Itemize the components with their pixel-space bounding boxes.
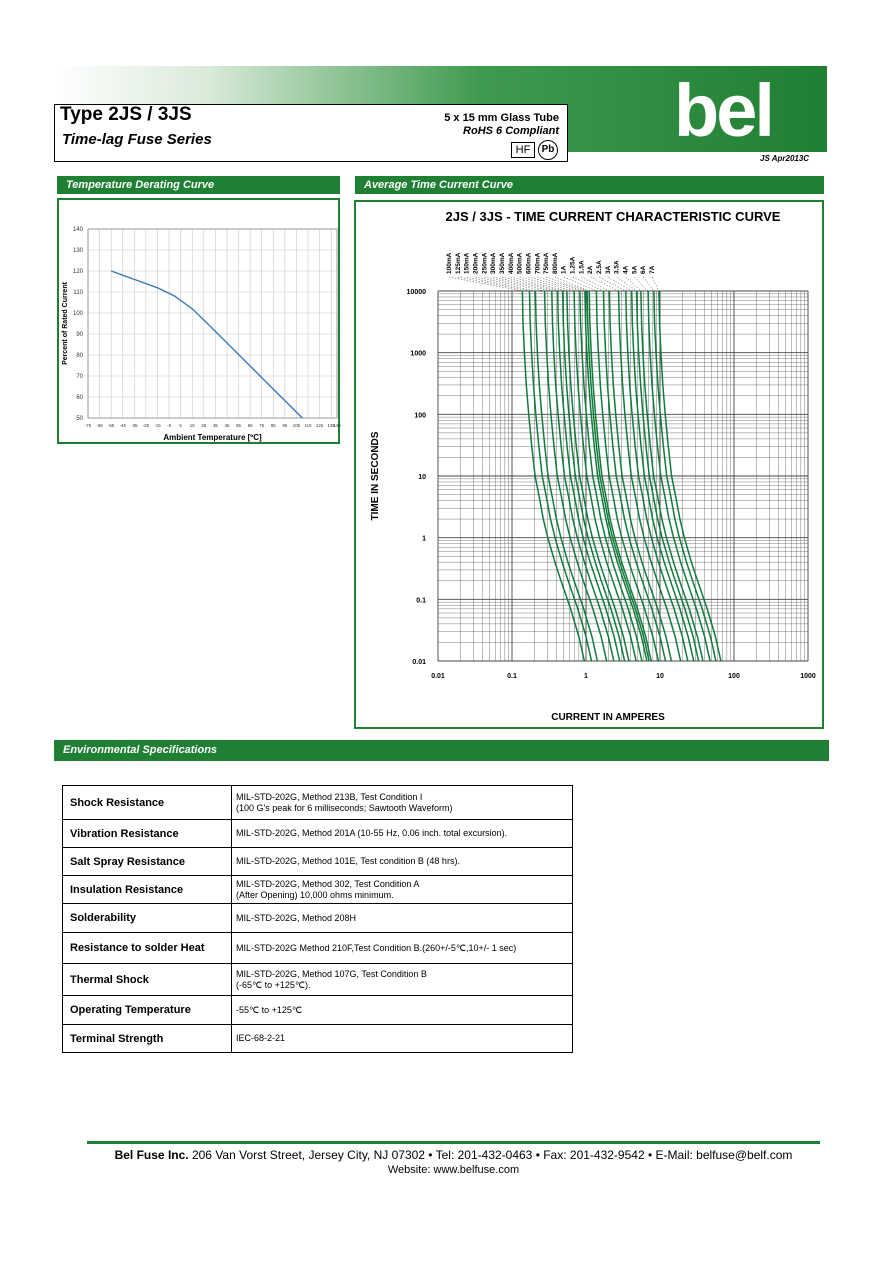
x-tick-label: 35 — [212, 423, 218, 428]
y-tick-label: 10000 — [406, 289, 426, 296]
logo-text: bel — [674, 69, 772, 152]
tube-spec: 5 x 15 mm Glass Tube — [444, 112, 559, 124]
y-tick-label: 130 — [72, 248, 83, 254]
rating-label: 5A — [631, 265, 639, 274]
y-tick-label: 1000 — [410, 350, 426, 358]
rating-leader-line — [581, 277, 609, 291]
rating-label: 150mA — [463, 252, 471, 274]
spec-value: MIL-STD-202G, Method 208H — [232, 904, 573, 933]
spec-value: -55℃ to +125℃ — [232, 996, 573, 1025]
rating-label: 250mA — [481, 252, 489, 274]
rating-leader-line — [573, 277, 604, 291]
derating-curve — [111, 271, 302, 418]
temp-derating-chart — [59, 200, 341, 442]
rating-label: 350mA — [498, 252, 506, 274]
rating-label: 600mA — [525, 252, 533, 274]
rating-label: 1A — [560, 265, 568, 274]
y-axis-label: TIME IN SECONDS — [370, 431, 381, 521]
x-tick-label: -55 — [107, 423, 115, 428]
x-tick-label: 65 — [247, 423, 253, 428]
x-tick-label: -5 — [167, 423, 172, 428]
y-tick-label: 140 — [72, 227, 83, 233]
y-tick-label: 10 — [418, 474, 426, 481]
rating-leader-line — [493, 277, 558, 291]
rating-leader-line — [652, 277, 659, 291]
rating-label: 200mA — [472, 252, 480, 274]
rating-label: 1.25A — [569, 256, 577, 274]
rating-leader-line — [564, 277, 597, 291]
x-tick-label: -75 — [84, 423, 92, 428]
time-current-chart-frame — [354, 200, 824, 729]
x-tick-label: 135 — [327, 423, 335, 428]
x-tick-label: -25 — [142, 423, 150, 428]
rating-leader-line — [599, 277, 626, 291]
page-subtitle: Time-lag Fuse Series — [62, 131, 212, 148]
y-tick-label: 50 — [76, 416, 83, 422]
y-tick-label: 120 — [72, 269, 83, 275]
rating-label: 750mA — [543, 252, 551, 274]
environmental-specs-table — [62, 785, 573, 1053]
y-tick-label: 1 — [422, 535, 426, 543]
section-header-time-current: Average Time Current Curve — [355, 176, 824, 194]
y-tick-label: 60 — [76, 395, 83, 401]
spec-name: Thermal Shock — [63, 964, 232, 996]
y-tick-label: 100 — [414, 412, 426, 420]
rating-label: 6A — [640, 265, 648, 274]
spec-name: Solderability — [63, 904, 232, 933]
lead-free-badge: Pb — [538, 140, 558, 160]
x-tick-label: 95 — [282, 423, 288, 428]
x-tick-label: 0.01 — [431, 673, 445, 680]
spec-row — [63, 1025, 573, 1053]
time-current-chart — [356, 202, 822, 727]
spec-value: IEC-68-2-21 — [232, 1025, 573, 1053]
x-tick-label: -65 — [96, 423, 103, 428]
rating-leader-line — [634, 277, 648, 291]
spec-value: MIL-STD-202G, Method 213B, Test Condition I (100 G's peak for 6 milliseconds; Sawtooth Waveform) — [232, 786, 573, 820]
x-tick-label: 55 — [236, 423, 242, 428]
spec-row — [63, 904, 573, 933]
footer-company: Bel Fuse Inc. — [114, 1148, 189, 1162]
chart-title: 2JS / 3JS - TIME CURRENT CHARACTERISTIC CURVE — [445, 209, 781, 224]
footer-divider — [87, 1141, 820, 1144]
y-tick-label: 90 — [76, 332, 83, 338]
spec-value: MIL-STD-202G, Method 101E, Test condition B (48 hrs). — [232, 848, 573, 876]
x-tick-label: 10 — [656, 673, 664, 680]
spec-row — [63, 820, 573, 848]
rating-leader-line — [520, 277, 574, 291]
rating-leader-line — [475, 277, 544, 291]
x-tick-label: -15 — [154, 423, 161, 428]
page-title: Type 2JS / 3JS — [60, 104, 192, 125]
spec-name: Operating Temperature — [63, 996, 232, 1025]
x-tick-label: 45 — [224, 423, 230, 428]
footer-address: 206 Van Vorst Street, Jersey City, NJ 07302 • Tel: 201-432-0463 • Fax: 201-432-9542 • E-Mail: belfuse@belf.com — [188, 1148, 793, 1162]
y-tick-label: 100 — [72, 311, 83, 317]
x-axis-label: CURRENT IN AMPERES — [551, 712, 665, 723]
x-tick-label: 1 — [584, 673, 588, 680]
x-tick-label: 105 — [292, 423, 301, 428]
rating-leader-line — [643, 277, 654, 291]
spec-row — [63, 964, 573, 996]
spec-row — [63, 996, 573, 1025]
rating-label: 800mA — [551, 252, 559, 274]
x-tick-label: -35 — [131, 423, 138, 428]
x-tick-label: 0.1 — [507, 673, 517, 680]
x-tick-label: 100 — [728, 673, 740, 680]
rating-leader-line — [511, 277, 567, 291]
bel-logo — [638, 69, 808, 152]
temp-derating-chart-frame — [57, 198, 340, 444]
y-tick-label: 70 — [76, 374, 83, 380]
spec-row — [63, 848, 573, 876]
spec-name: Vibration Resistance — [63, 820, 232, 848]
spec-name: Terminal Strength — [63, 1025, 232, 1053]
rating-label: 300mA — [490, 252, 498, 274]
rating-label: 3A — [604, 265, 612, 274]
rating-leader-line — [590, 277, 618, 291]
rating-leader-line — [467, 277, 536, 291]
spec-name: Salt Spray Resistance — [63, 848, 232, 876]
rating-label: 4A — [622, 265, 630, 274]
rohs-compliance: RoHS 6 Compliant — [463, 125, 559, 137]
x-tick-label: 1000 — [800, 673, 816, 680]
spec-row — [63, 786, 573, 820]
spec-name: Resistance to solder Heat — [63, 933, 232, 964]
rating-label: 2.5A — [596, 260, 604, 274]
spec-value: MIL-STD-202G, Method 201A (10-55 Hz, 0.06 inch. total excursion). — [232, 820, 573, 848]
plot-area — [88, 229, 337, 418]
rating-label: 1.5A — [578, 260, 586, 274]
footer-website: Website: www.belfuse.com — [387, 1164, 520, 1176]
halogen-free-badge: HF — [511, 142, 535, 158]
x-axis-label: Ambient Temperature [ºC] — [163, 433, 262, 442]
rating-leader-line — [537, 277, 585, 291]
rating-label: 3.5A — [613, 260, 621, 274]
y-tick-label: 80 — [76, 353, 83, 359]
rating-label: 125mA — [454, 252, 462, 274]
spec-row — [63, 933, 573, 964]
x-tick-label: 25 — [201, 423, 207, 428]
y-tick-label: 0.1 — [416, 597, 426, 605]
section-header-environmental: Environmental Specifications — [54, 740, 829, 761]
x-tick-label: 5 — [179, 423, 182, 428]
rating-label: 500mA — [516, 252, 524, 274]
y-axis-label: Percent of Rated Current — [62, 282, 69, 365]
y-tick-label: 0.01 — [412, 659, 426, 666]
x-tick-label: 140 — [333, 423, 341, 428]
spec-value: MIL-STD-202G Method 210F,Test Condition B.(260+/-5℃,10+/- 1 sec) — [232, 933, 573, 964]
rating-label: 100mA — [446, 252, 453, 274]
x-tick-label: 15 — [189, 423, 195, 428]
rating-label: 7A — [649, 265, 656, 274]
x-tick-label: 75 — [259, 423, 265, 428]
rating-leader-line — [626, 277, 641, 291]
rating-leader-line — [617, 277, 637, 291]
x-tick-label: 85 — [270, 423, 276, 428]
x-tick-label: 125 — [315, 423, 324, 428]
x-tick-label: 115 — [304, 423, 312, 428]
footer-contact — [87, 1148, 820, 1162]
spec-name: Shock Resistance — [63, 786, 232, 820]
rating-label: 400mA — [507, 252, 515, 274]
spec-name: Insulation Resistance — [63, 876, 232, 904]
rating-label: 700mA — [534, 252, 542, 274]
rating-label: 2A — [587, 265, 595, 274]
x-tick-label: -45 — [119, 423, 126, 428]
document-code: JS Apr2013C — [760, 154, 810, 163]
y-tick-label: 110 — [73, 290, 83, 296]
spec-value: MIL-STD-202G, Method 107G, Test Condition B (-65℃ to +125℃). — [232, 964, 573, 996]
section-header-temp-derating: Temperature Derating Curve — [57, 176, 340, 194]
spec-row — [63, 876, 573, 904]
spec-value: MIL-STD-202G, Method 302, Test Condition A (After Opening) 10,000 ohms minimum. — [232, 876, 573, 904]
